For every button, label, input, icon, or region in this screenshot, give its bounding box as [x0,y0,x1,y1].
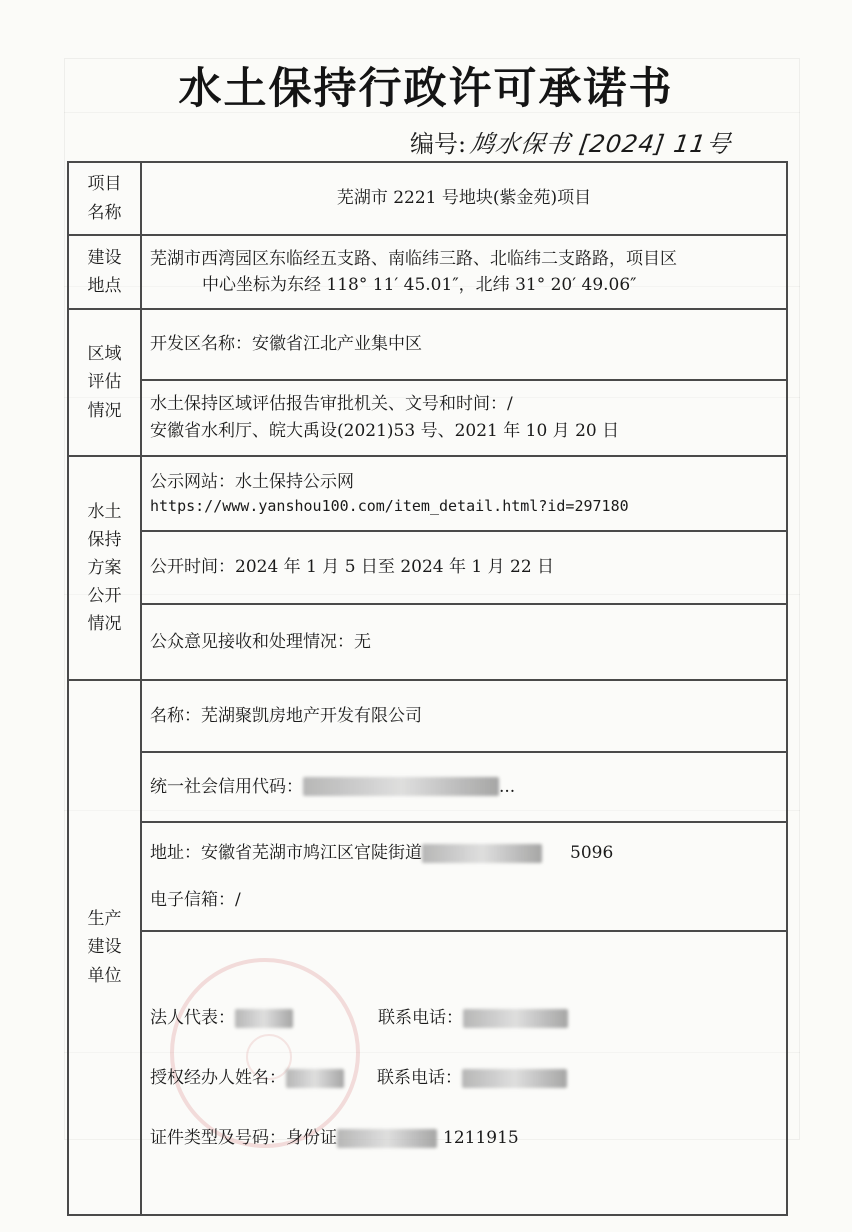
document-number-label: 编号: [410,130,467,158]
unit-address-label: 地址：安徽省芜湖市鸠江区官陡街道 [150,843,422,864]
table-row [68,456,787,531]
regional-report-label: 水土保持区域评估报告审批机关、文号和时间：/ [150,393,513,414]
disclosure-time: 公开时间：2024 年 1 月 5 日至 2024 年 1 月 22 日 [141,531,787,604]
location-label: 建设 地点 [68,235,141,309]
page-title: 水土保持行政许可承诺书 [178,64,674,114]
disclosure-feedback: 公众意见接收和处理情况：无 [141,604,787,680]
redacted-agent-phone [462,1069,567,1088]
unit-credit-label: 统一社会信用代码： [150,776,303,797]
redacted-legal-rep [235,1009,293,1028]
unit-label: 生产 建设 单位 [68,680,141,1215]
id-label: 证件类型及号码：身份证 [150,1127,337,1148]
redacted-legal-phone [463,1009,568,1028]
unit-address-email [141,822,787,931]
table-row [68,531,787,604]
legal-rep-label: 法人代表： [150,1007,235,1028]
project-value: 芜湖市 2221 号地块(紫金苑)项目 [141,162,787,235]
table-row [68,309,787,380]
unit-address-tail: 5096 [570,843,614,864]
regional-report [141,380,787,456]
redacted-address [422,844,542,863]
disclosure-site-label: 公示网站：水土保持公示网 [150,471,354,492]
unit-contacts [141,931,787,1215]
unit-credit-tail: ... [499,776,516,797]
table-row [68,380,787,456]
location-line-1: 芜湖市西湾园区东临经五支路、南临纬三路、北临纬二支路路，项目区 [150,248,677,269]
regional-report-value: 安徽省水利厅、皖大禹设(2021)53 号、2021 年 10 月 20 日 [150,421,620,441]
table-row [68,822,787,931]
table-row [68,752,787,822]
project-label: 项目 名称 [68,162,141,235]
document-number-value: 鸠水保书 [2024] 11号 [468,130,734,158]
location-line-2: 中心坐标为东经 118° 11′ 45.01″，北纬 31° 20′ 49.06″ [202,275,637,295]
agent-label: 授权经办人姓名： [150,1067,286,1088]
agent-phone-label: 联系电话： [377,1067,462,1088]
legal-phone-label: 联系电话： [378,1007,463,1028]
redacted-agent-name [286,1069,344,1088]
unit-credit [141,752,787,822]
unit-email: 电子信箱：/ [150,889,241,910]
unit-name: 名称：芜湖聚凯房地产开发有限公司 [141,680,787,752]
disclosure-site-url: https://www.yanshou100.com/item_detail.html?id=297180 [150,497,629,516]
disclosure-site [141,456,787,531]
regional-zone: 开发区名称：安徽省江北产业集中区 [141,309,787,380]
redacted-credit-code [303,777,499,796]
commitment-table [67,161,788,1216]
table-row [68,604,787,680]
table-row [68,235,787,309]
table-row [68,680,787,752]
disclosure-label: 水土 保持 方案 公开 情况 [68,456,141,680]
location-value [141,235,787,309]
id-tail: 1211915 [443,1127,519,1148]
regional-label: 区域 评估 情况 [68,309,141,456]
table-row [68,931,787,1215]
document-number [410,124,732,159]
table-row [68,162,787,235]
redacted-id-number [337,1129,437,1148]
